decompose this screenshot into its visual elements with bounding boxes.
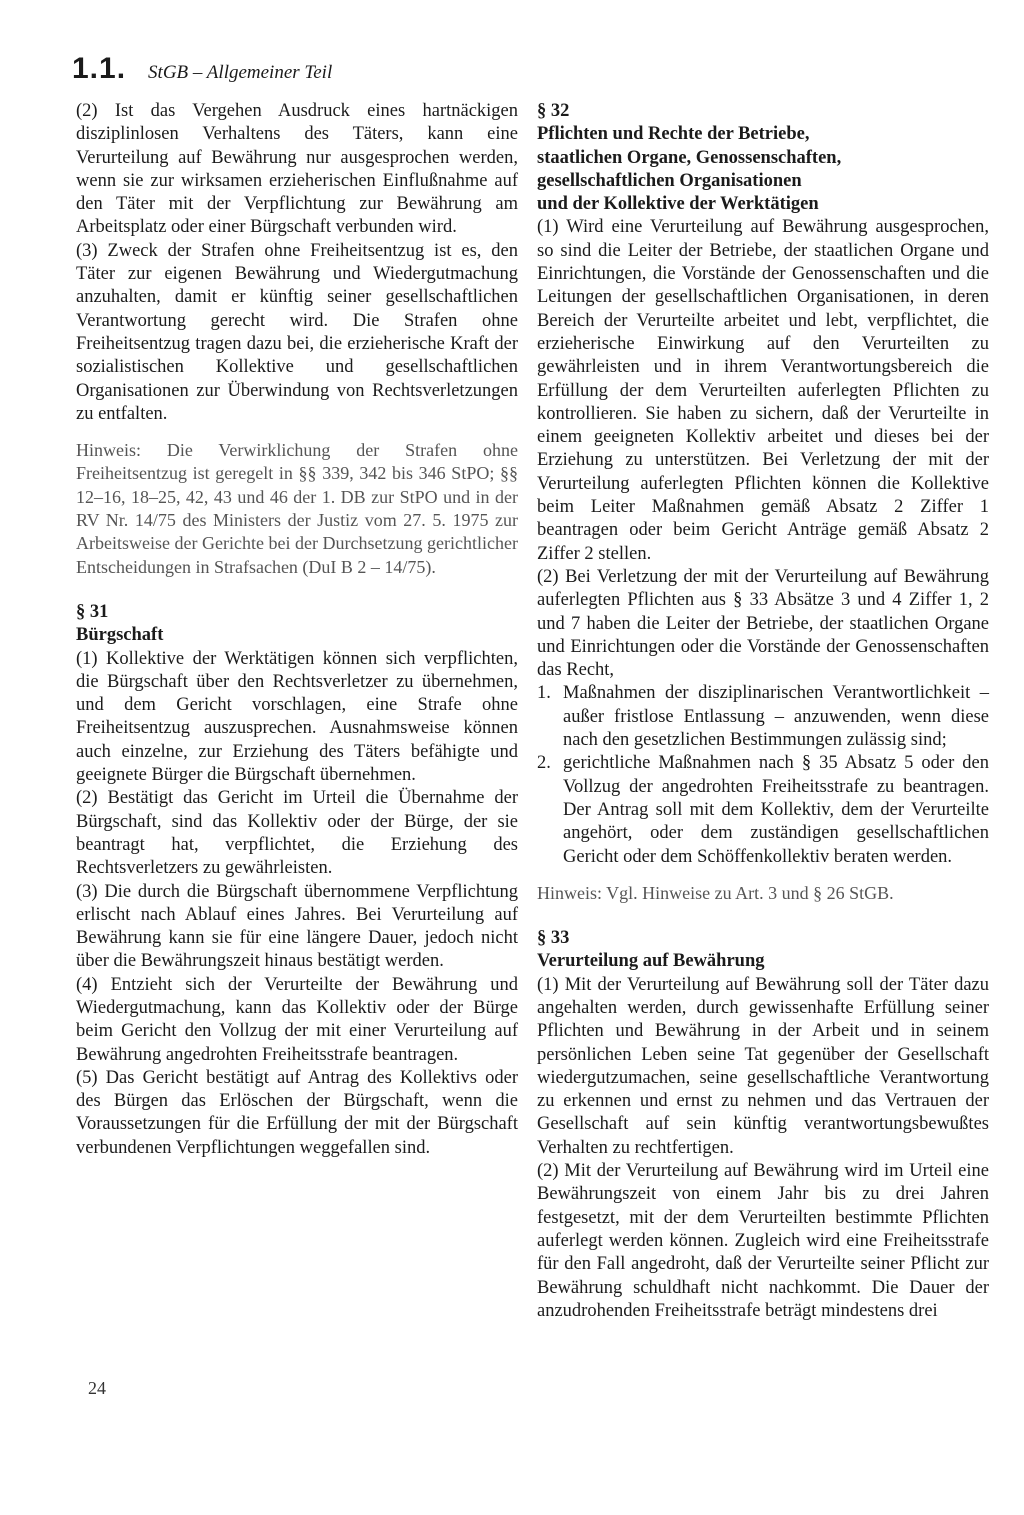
list-item-text: gerichtliche Maßnahmen nach § 35 Absatz 5 oder den Vollzug der angedrohten Freiheitsstrafe zu beantragen. Der Antrag soll mit dem Kollektiv, dem der Verurteilte angehört, oder dem zuständigen gesellschaftlichen Gericht oder dem Schöffenkollektiv beraten werden. — [563, 753, 989, 867]
section-31-paragraph-3: (3) Die durch die Bürgschaft übernommene Verpflichtung erlischt nach Ablauf eines Jahres. Bei Verurteilung auf Bewährung kann sie für eine längere Dauer, jedoch nicht über die Bewährungszeit hinaus bestätigt werden. — [76, 881, 518, 972]
section-32-title-line-1: Pflichten und Rechte der Betriebe, — [537, 124, 810, 145]
section-31-paragraph-2: (2) Bestätigt das Gericht im Urteil die Übernahme der Bürgschaft, sind das Kollektiv oder der Bürge, der sie beantragt hat, verpflichtet, die Erziehung des Rechtsverletzers zu gewährleisten. — [76, 788, 518, 879]
section-31-number: § 31 — [76, 601, 109, 622]
list-item — [537, 752, 989, 868]
section-32-title-line-2: staatlichen Organe, Genossenschaften, — [537, 147, 842, 168]
left-column — [76, 100, 518, 1160]
section-32-paragraph-2: (2) Bei Verletzung der mit der Verurteilung auf Bewährung auferlegten Pflichten aus § 33 Absätze 3 und 4 Ziffer 1, 2 und 7 haben die Leiter der Betriebe, der staatlichen Organe und Einrichtungen oder die Vorstände der Genossenschaften das Recht, — [537, 566, 989, 681]
list-item — [537, 682, 989, 752]
section-32-number: § 32 — [537, 101, 570, 121]
list-item-text: Maßnahmen der disziplinarischen Verantwortlichkeit – außer fristlose Entlassung – anzuwenden, wenn diese nach den gesetzlichen Bestimmungen zulässig sind; — [563, 683, 989, 751]
list-item-number: 2. — [537, 753, 551, 774]
section-31-paragraph-1: (1) Kollektive der Werktätigen können sich verpflichten, die Bürgschaft über den Rechtsverletzer zu übernehmen, und dem Gericht vorschlagen, eine Strafe ohne Freiheitsentzug auszusprechen. Ausnahmsweise können auch einzelne, zur Erziehung des Täters befähigte und geeignete Bürger die Bürgschaft übernehmen. — [76, 648, 518, 786]
section-33-number: § 33 — [537, 928, 570, 949]
section-33-paragraph-2: (2) Mit der Verurteilung auf Bewährung wird im Urteil eine Bewährungszeit von einem Jahr bis zu drei Jahren festgesetzt, mit der dem Verurteilten bestimmte Pflichten auferlegt werden können. Zugleich wird eine Freiheitsstrafe für den Fall angedroht, daß der Verurteilte seiner Pflicht zur Bewährung schuldhaft nicht nachkommt. Die Dauer der anzudrohenden Freiheitsstrafe beträgt mindestens drei — [537, 1161, 989, 1321]
section-32-paragraph-1: (1) Wird eine Verurteilung auf Bewährung ausgesprochen, so sind die Leiter der Betriebe, der staatlichen Organe und Einrichtungen, die Vorstände der Genossenschaften und die Leitungen der gesellschaftlichen Organisationen, in deren Bereich der Verurteilte arbeitet und lebt, verpflichtet, die erzieherische Einwirkung auf den Verurteilten zu gewährleisten und in ihrem Verantwortungsbereich die Erfüllung der dem Verurteilten auferlegten Pflichten zu kontrollieren. Sie haben zu sichern, daß der Verurteilte in einem geeigneten Kollektiv arbeitet und dieses bei der Erziehung zu unterstützen. Bei Verletzung der mit der Verurteilung auferlegten Pflichten können die Kollektive beim Leiter Maßnahmen gemäß Absatz 2 Ziffer 1 beantragen oder beim Gericht Anträge gemäß Absatz 2 Ziffer 2 stellen. — [537, 217, 989, 564]
section-number: 1.1. — [72, 52, 127, 85]
page-header — [72, 52, 332, 86]
section-31 — [76, 601, 518, 1160]
paragraph-30-2: (2) Ist das Vergehen Ausdruck eines hartnäckigen disziplinlosen Verhaltens des Täters, kann eine Verurteilung auf Bewährung nur ausgesprochen werden, wenn sie zur wirksamen erzieherischen Einflußnahme auf den Täter mit der Verpflichtung zur Bewährung am Arbeitsplatz oder einer Bürgschaft verbunden wird. — [76, 101, 518, 238]
section-32-title-line-4: und der Kollektive der Werktätigen — [537, 194, 819, 215]
paragraph-30-3: (3) Zweck der Strafen ohne Freiheitsentzug ist es, den Täter zur eigenen Bewährung und Wiedergutmachung anzuhalten, damit er künftig seiner gesellschaftlichen Verantwortung gerecht wird. Die Strafen ohne Freiheitsentzug tragen dazu bei, die erzieherische Kraft der sozialistischen Kollektive und gesellschaftlichen Organisationen zur Überwindung von Rechtsverletzungen zu entfalten. — [76, 240, 518, 424]
section-31-title: Bürgschaft — [76, 625, 164, 646]
hint-note: Hinweis: Die Verwirklichung der Strafen ohne Freiheitsentzug ist geregelt in §§ 339, 342 bis 346 StPO; §§ 12–16, 18–25, 42, 43 und 46 der 1. DB zur StPO und in der RV Nr. 14/75 des Ministers der Justiz vom 27. 5. 1975 zur Arbeitsweise der Gerichte bei der Durchsetzung gerichtlicher Entscheidungen in Strafsachen (DuI B 2 – 14/75). — [76, 440, 518, 577]
section-31-paragraph-4: (4) Entzieht sich der Verurteilte der Bewährung und Wiedergutmachung, kann das Kollektiv oder der Bürge beim Gericht den Vollzug der mit einer Verurteilung auf Bewährung angedrohten Freiheitsstrafe beantragen. — [76, 974, 518, 1065]
section-title: StGB – Allgemeiner Teil — [148, 62, 333, 83]
section-32-hint: Hinweis: Vgl. Hinweise zu Art. 3 und § 26 StGB. — [537, 882, 894, 903]
section-32 — [537, 100, 989, 905]
section-33 — [537, 927, 989, 1323]
section-32-item-list — [537, 682, 989, 868]
page-number: 24 — [88, 1378, 106, 1398]
right-column — [537, 100, 989, 1323]
list-item-number: 1. — [537, 683, 551, 704]
section-33-paragraph-1: (1) Mit der Verurteilung auf Bewährung soll der Täter dazu angehalten werden, durch gewissenhafte Erfüllung seiner Pflichten und Bewährung in der Arbeit und in seinem persönlichen Leben seine Tat gegenüber der Gesellschaft wiedergutzumachen, seine gesellschaftliche Verantwortung zu erkennen und ernst zu nehmen und das Vertrauen der Gesellschaft auf sein künftig verantwortungsbewußtes Verhalten zu rechtfertigen. — [537, 974, 989, 1158]
section-32-title-line-3: gesellschaftlichen Organisationen — [537, 170, 802, 191]
section-33-title: Verurteilung auf Bewährung — [537, 951, 765, 972]
section-31-paragraph-5: (5) Das Gericht bestätigt auf Antrag des Kollektivs oder des Bürgen das Erlöschen der Bürgschaft, wenn die Voraussetzungen für die Erfüllung der mit der Bürgschaft verbundenen Verpflichtungen weggefallen sind. — [76, 1067, 518, 1158]
